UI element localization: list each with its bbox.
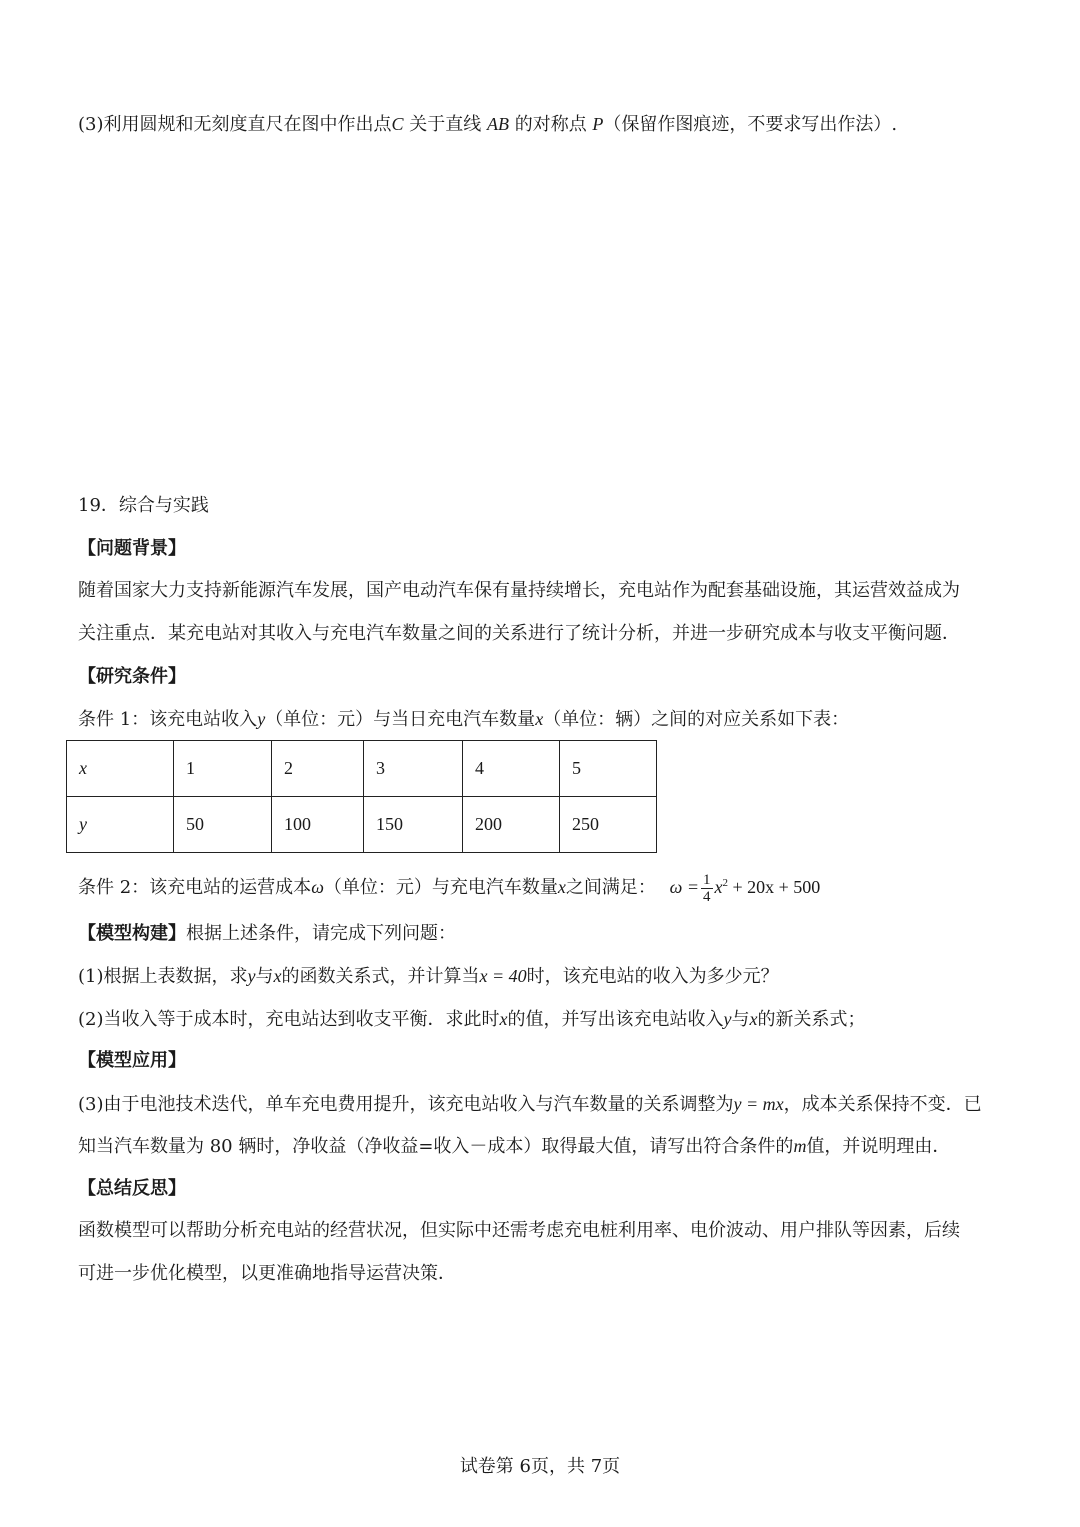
- span-12: 1: [703, 871, 711, 888]
- model-build-line: [78, 921, 456, 947]
- background-line-1: 随着国家大力支持新能源汽车发展，国产电动汽车保有量持续增长，充电站作为配套基础设施，其运营效益成为: [78, 580, 960, 601]
- span-5: （单位：辆）之间的对应关系如下表：: [543, 709, 850, 730]
- page-footer: 试卷第 6页，共 7页: [459, 1456, 621, 1477]
- table-cell: 100: [272, 797, 364, 853]
- span-24: (2)当收入等于成本时，充电站达到收支平衡．求此时: [78, 1009, 500, 1030]
- point-p: P: [592, 114, 604, 134]
- span-28: 与: [731, 1009, 750, 1030]
- span-32: y = mx: [733, 1094, 784, 1114]
- span-13: 4: [703, 888, 711, 905]
- table-cell: y: [67, 797, 174, 853]
- span-25: x: [499, 1009, 508, 1029]
- span-31: (3)由于电池技术迭代，单车充电费用提升，该充电站收入与汽车数量的关系调整为: [78, 1094, 734, 1115]
- table-cell: 50: [174, 797, 272, 853]
- data-table: [66, 740, 657, 853]
- span-7: ω: [311, 877, 324, 897]
- q18-part3-text: (3)利用圆规和无刻度直尺在图中作出点: [78, 114, 392, 135]
- span-9: x: [557, 877, 566, 897]
- table-cell: 200: [463, 797, 560, 853]
- span-29: x: [749, 1009, 758, 1029]
- line-ab: AB: [486, 114, 509, 134]
- summary-line-2: 可进一步优化模型，以更准确地指导运营决策．: [78, 1263, 456, 1284]
- conditions-heading: 【研究条件】: [78, 666, 186, 687]
- span-36: 值，并说明理由．: [806, 1136, 951, 1157]
- q18-part3-text-2: 关于直线: [403, 114, 487, 135]
- sup: 2: [722, 877, 728, 889]
- span-2: y: [257, 709, 266, 729]
- table-cell: x: [67, 741, 174, 797]
- table-cell: 250: [560, 797, 657, 853]
- span-6: 条件 2：该充电站的运营成本: [78, 877, 312, 898]
- span: 条件 1：该充电站收入: [78, 709, 258, 730]
- span-4: x: [535, 709, 544, 729]
- span-16: 根据上述条件，请完成下列问题：: [186, 923, 456, 944]
- span-23: 时，该充电站的收入为多少元？: [526, 966, 779, 987]
- condition-2: [78, 870, 820, 905]
- q18-part3-text-4: （保留作图痕迹，不要求写出作法）.: [603, 114, 898, 135]
- span-14: x: [714, 877, 723, 897]
- condition-1: [78, 706, 849, 733]
- question-1: [78, 963, 779, 990]
- span-35: m: [793, 1136, 807, 1156]
- q19-title: 19．综合与实践: [78, 495, 209, 516]
- table-cell: 3: [364, 741, 463, 797]
- span-21: 的函数关系式，并计算当: [281, 966, 480, 987]
- span-15: + 20x + 500: [728, 877, 821, 897]
- table-cell: 4: [463, 741, 560, 797]
- span-3: （单位：元）与当日充电汽车数量: [265, 709, 536, 730]
- question-2: [78, 1006, 866, 1033]
- span-33: ，成本关系保持不变．已: [783, 1094, 982, 1115]
- table-row-y: [67, 797, 657, 853]
- span-11: ω =: [669, 877, 699, 897]
- question-3-line-1: [78, 1091, 982, 1118]
- table-row-x: [67, 741, 657, 797]
- span-27: y: [723, 1009, 732, 1029]
- span-20: x: [273, 966, 282, 986]
- model-apply-heading: 【模型应用】: [78, 1050, 186, 1071]
- q18-part3-line: [78, 111, 897, 138]
- span-8: （单位：元）与充电汽车数量: [323, 877, 558, 898]
- fraction: [701, 872, 713, 905]
- question-3-line-2: [78, 1133, 950, 1160]
- model-build-heading: 【模型构建】: [78, 923, 186, 944]
- point-c: C: [391, 114, 404, 134]
- background-heading: 【问题背景】: [78, 538, 186, 559]
- span-10: 之间满足：: [565, 877, 656, 898]
- span-19: 与: [255, 966, 274, 987]
- span-22: x = 40: [479, 966, 527, 986]
- q18-part3-text-3: 的对称点: [508, 114, 593, 135]
- background-line-2: 关注重点．某充电站对其收入与充电汽车数量之间的关系进行了统计分析，并进一步研究成本与收支平衡问题．: [78, 623, 960, 644]
- span-30: 的新关系式；: [757, 1009, 866, 1030]
- span-18: y: [247, 966, 256, 986]
- summary-heading: 【总结反思】: [78, 1178, 186, 1199]
- span-26: 的值，并写出该充电站收入: [507, 1009, 724, 1030]
- table-cell: 2: [272, 741, 364, 797]
- span-34: 知当汽车数量为 80 辆时，净收益（净收益=收入－成本）取得最大值，请写出符合条件的: [78, 1136, 794, 1157]
- table-cell: 150: [364, 797, 463, 853]
- table-cell: 1: [174, 741, 272, 797]
- cost-formula: [669, 871, 821, 905]
- table-cell: 5: [560, 741, 657, 797]
- summary-line-1: 函数模型可以帮助分析充电站的经营状况，但实际中还需考虑充电桩利用率、电价波动、用户排队等因素，后续: [78, 1220, 960, 1241]
- span-17: (1)根据上表数据，求: [78, 966, 248, 987]
